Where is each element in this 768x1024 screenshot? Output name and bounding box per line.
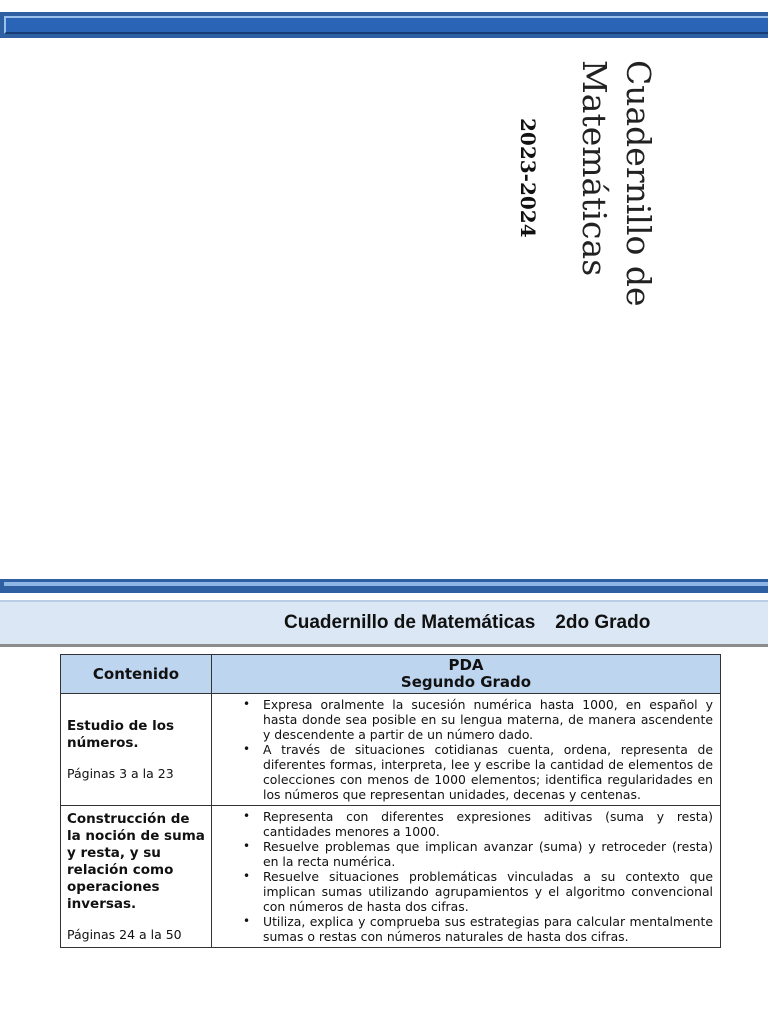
topic-pages: Páginas 3 a la 23 (67, 766, 174, 781)
topic-pages: Páginas 24 a la 50 (67, 927, 182, 942)
topic-cell (61, 694, 212, 806)
table-row (61, 694, 721, 806)
list-item: • A través de situaciones cotidianas cuenta, ordena, representa de diferentes formas, interpreta, lee y escribe la cantidad de elementos de colecciones con menos de 1000 elementos; identifica regularidades en los números que representan unidades, decenas y centenas. (213, 742, 713, 802)
column-header-pda-line2: Segundo Grado (400, 673, 532, 691)
list-item: • Utiliza, explica y comprueba sus estrategias para calcular mentalmente sumas o restas con números naturales de hasta dos cifras. (213, 914, 713, 944)
list-item: • Resuelve situaciones problemáticas vinculadas a su contexto que implican sumas utilizando agrupamientos y el algoritmo convencional con números de hasta dos cifras. (213, 869, 713, 914)
table-header-row (61, 655, 721, 694)
topic-title: Construcción de la noción de suma y resta, y su relación como operaciones inversas. (67, 811, 205, 912)
page-header (0, 600, 768, 647)
table-row (61, 806, 721, 948)
header-title-text: Cuadernillo de Matemáticas (284, 612, 536, 633)
page-title (284, 612, 650, 634)
column-header-pda-line1: PDA (448, 656, 484, 674)
header-grade: 2do Grado (555, 612, 651, 633)
column-header-pda (212, 655, 721, 694)
cover-year: 2023-2024 (516, 118, 540, 238)
column-header-contenido: Contenido (61, 655, 212, 694)
bottom-bar-highlight (4, 582, 768, 586)
bottom-decorative-bar (0, 579, 768, 593)
topic-title: Estudio de los números. (67, 718, 175, 751)
pda-list (213, 807, 719, 946)
cover-title-text (572, 60, 660, 307)
top-bar-highlight (4, 16, 768, 34)
topic-cell (61, 806, 212, 948)
list-item: • Resuelve problemas que implican avanzar (suma) y retroceder (resta) en la recta numérica. (213, 839, 713, 869)
cover-title-line2: Matemáticas (575, 60, 614, 277)
cover-title (575, 60, 660, 320)
pda-cell (212, 694, 721, 806)
list-item: • Representa con diferentes expresiones aditivas (suma y resta) cantidades menores a 1000. (213, 809, 713, 839)
top-decorative-bar (0, 12, 768, 38)
cover-title-line1: Cuadernillo de (619, 60, 658, 307)
pda-table (60, 654, 721, 948)
pda-cell (212, 806, 721, 948)
list-item: • Expresa oralmente la sucesión numérica hasta 1000, en español y hasta donde sea posible en su lengua materna, de manera ascendente y descendente a partir de un número dado. (213, 697, 713, 742)
pda-list (213, 695, 719, 804)
